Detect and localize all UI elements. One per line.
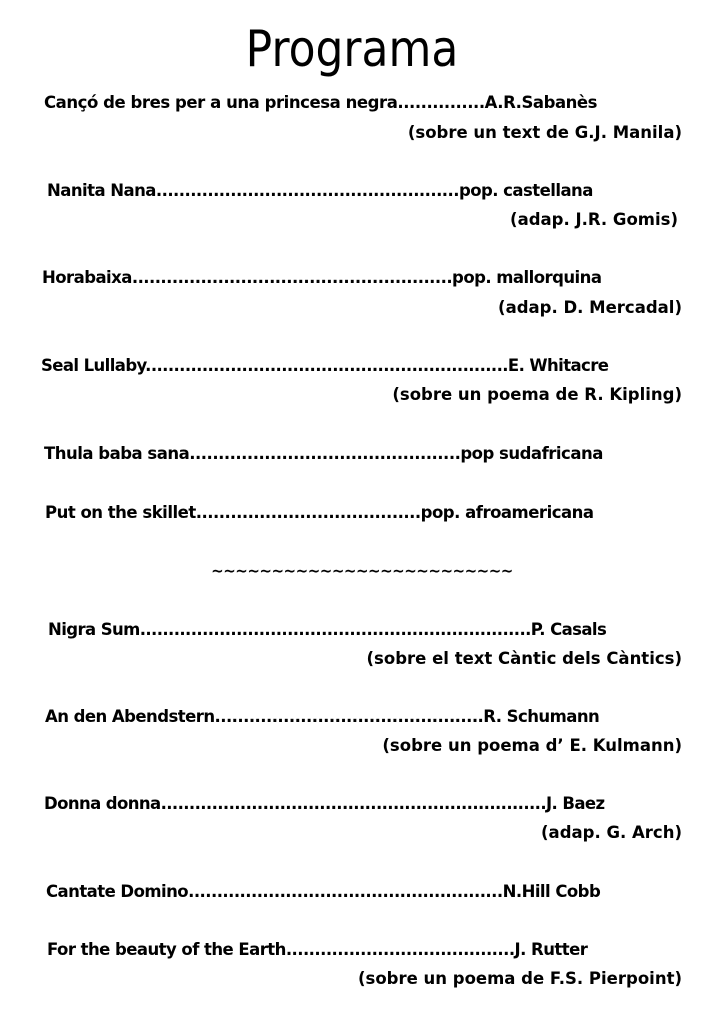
- item-main-5: Thula baba sana...............................................pop sudafricana: [44, 444, 603, 463]
- item-main-6: Put on the skillet.......................................pop. afroamericana: [45, 503, 594, 522]
- item-main-2: Nanita Nana.....................................................pop. castellana: [47, 181, 593, 200]
- item-main-7: Nigra Sum.....................................................................P. Casals: [48, 620, 607, 639]
- section-separator: ~~~~~~~~~~~~~~~~~~~~~~~~~: [211, 562, 513, 580]
- item-sub-8: (sobre un poema d’ E. Kulmann): [382, 736, 682, 755]
- item-main-1: Cançó de bres per a una princesa negra...............A.R.Sabanès: [44, 93, 598, 112]
- item-sub-7: (sobre el text Càntic dels Càntics): [366, 649, 682, 668]
- item-main-4: Seal Lullaby................................................................E. Whitacre: [41, 356, 609, 375]
- page-title: Programa: [245, 20, 459, 78]
- item-sub-1: (sobre un text de G.J. Manila): [407, 123, 682, 142]
- item-sub-9: (adap. G. Arch): [541, 823, 682, 842]
- item-main-3: Horabaixa........................................................pop. mallorquina: [42, 268, 602, 287]
- item-main-11: For the beauty of the Earth........................................J. Rutter: [47, 940, 588, 959]
- item-main-10: Cantate Domino.......................................................N.Hill Cobb: [46, 882, 601, 901]
- item-sub-4: (sobre un poema de R. Kipling): [392, 385, 682, 404]
- item-main-9: Donna donna....................................................................J. Baez: [44, 794, 605, 813]
- item-sub-2: (adap. J.R. Gomis): [510, 210, 678, 229]
- item-sub-11: (sobre un poema de F.S. Pierpoint): [357, 969, 682, 988]
- item-sub-3: (adap. D. Mercadal): [498, 298, 682, 317]
- item-main-8: An den Abendstern...............................................R. Schumann: [45, 707, 600, 726]
